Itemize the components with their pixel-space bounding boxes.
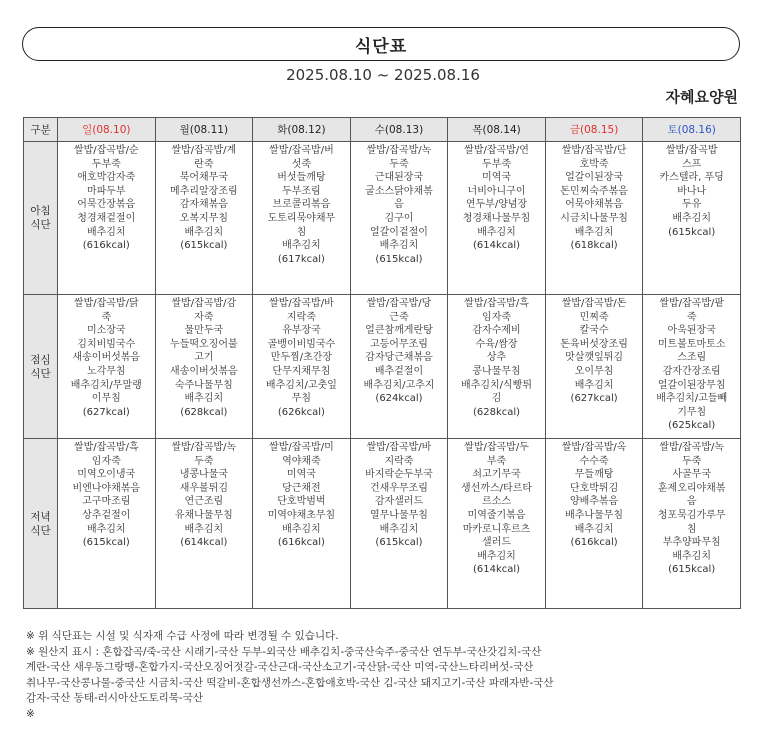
menu-item: 배추김치 bbox=[672, 550, 711, 562]
menu-item: 고등어무조림 bbox=[369, 338, 428, 350]
menu-item: 배추김치 bbox=[86, 523, 126, 535]
meal-table bbox=[23, 117, 741, 609]
menu-item: 도토리묵야채무 bbox=[267, 212, 336, 224]
menu-cell bbox=[155, 439, 253, 609]
menu-item: 생선까스/타르타 bbox=[461, 482, 533, 494]
menu-item: 고기 bbox=[194, 352, 214, 364]
menu-item: 샐러드 bbox=[482, 537, 512, 549]
menu-item: 돈민찌숙주볶음 bbox=[560, 185, 628, 197]
menu-item: 연두부/양념장 bbox=[465, 199, 528, 211]
menu-item: 자죽 bbox=[194, 311, 214, 323]
day-header-fri: 금(08.15) bbox=[545, 118, 643, 142]
menu-item: 쌀밥/잡곡밥/연 bbox=[464, 145, 529, 156]
menu-item: 쌀밥/잡곡밥/닭 bbox=[73, 298, 139, 309]
menu-item: 쌀밥/잡곡밥/바 bbox=[366, 442, 432, 453]
menu-item: 음 bbox=[394, 199, 404, 211]
menu-item: 배추김치 bbox=[574, 226, 614, 238]
menu-item: 무들깨탕 bbox=[574, 469, 614, 481]
menu-item: 이무침 bbox=[91, 393, 121, 405]
menu-item: 배추김치 bbox=[184, 393, 224, 405]
menu-item: 양배추볶음 bbox=[569, 496, 619, 508]
menu-item: 당근채전 bbox=[282, 482, 321, 494]
menu-item: (616kcal) bbox=[277, 537, 325, 549]
menu-item: 북어채무국 bbox=[179, 172, 228, 184]
menu-item: (614kcal) bbox=[472, 240, 521, 252]
menu-item: 란죽 bbox=[194, 158, 214, 170]
facility-name: 자혜요양원 bbox=[665, 88, 738, 106]
meal-row-lunch bbox=[24, 295, 741, 439]
menu-cell bbox=[448, 142, 546, 295]
menu-item: 유부장국 bbox=[282, 325, 321, 337]
menu-item: 배추김치 bbox=[379, 523, 419, 535]
day-header-sun: 일(08.10) bbox=[58, 118, 156, 142]
menu-item: 감자당근채볶음 bbox=[365, 352, 433, 364]
day-header-wed: 수(08.13) bbox=[350, 118, 448, 142]
meal-label-text: 아침 bbox=[30, 205, 51, 217]
menu-item: (625kcal) bbox=[668, 420, 716, 432]
menu-cell bbox=[545, 295, 643, 439]
corner-label: 구분 bbox=[24, 118, 58, 142]
meal-label-text: 식단 bbox=[30, 524, 51, 537]
menu-item: 배추김치 bbox=[574, 379, 614, 391]
menu-item: (626kcal) bbox=[277, 406, 325, 418]
meal-label-text: 저녁 bbox=[30, 510, 51, 523]
menu-item: 상추겉절이 bbox=[82, 509, 131, 521]
menu-cell bbox=[643, 295, 741, 439]
day-header-thu: 목(08.14) bbox=[448, 118, 546, 142]
menu-item: 애호박감자죽 bbox=[77, 172, 136, 184]
menu-item: 배추김치/고춧잎 bbox=[265, 379, 337, 391]
note-line: 취나무-국산콩나물-중국산 시금치-국산 떡갈비-혼합생선까스-혼합애호박-국산 김-국산 돼지고기-국산 파래자반-국산 bbox=[26, 676, 554, 689]
menu-item: 두부죽 bbox=[482, 158, 512, 170]
menu-item: 배추김치 bbox=[282, 240, 321, 252]
menu-item: 냉콩나물국 bbox=[179, 469, 228, 481]
menu-item: 새송이버섯볶음 bbox=[170, 365, 238, 377]
meal-row-breakfast bbox=[24, 142, 741, 295]
menu-item: 어묵간장볶음 bbox=[77, 199, 136, 211]
menu-cell bbox=[448, 439, 546, 609]
meal-label-text: 식단 bbox=[30, 367, 51, 380]
day-header-sat: 토(08.16) bbox=[643, 118, 741, 142]
menu-item: 근죽 bbox=[389, 311, 409, 323]
menu-item: 쌀밥/잡곡밥/돈 bbox=[561, 298, 627, 309]
menu-item: 지락죽 bbox=[286, 311, 316, 323]
menu-item: 김구이 bbox=[384, 212, 414, 224]
menu-item: 쌀밥/잡곡밥/녹 bbox=[366, 145, 432, 156]
menu-cell bbox=[350, 439, 448, 609]
menu-item: 마카로니후르츠 bbox=[462, 523, 531, 535]
menu-item: 미소장국 bbox=[86, 325, 126, 337]
menu-item: 죽 bbox=[686, 311, 697, 323]
menu-item: 배추겉절이 bbox=[374, 365, 424, 377]
menu-item: 쌀밥/잡곡밥/바 bbox=[269, 298, 334, 309]
menu-item: 쌀밥/잡곡밥 bbox=[665, 145, 718, 156]
menu-item: 훈제오리야채볶 bbox=[657, 482, 726, 494]
meal-label-breakfast bbox=[24, 142, 58, 295]
menu-item: 두부조림 bbox=[282, 185, 321, 197]
menu-item: 두부죽 bbox=[91, 158, 121, 170]
menu-item: 두죽 bbox=[682, 455, 702, 467]
menu-item: 쌀밥/잡곡밥/녹 bbox=[659, 442, 725, 453]
meal-label-text: 점심 bbox=[30, 353, 51, 366]
menu-item: 부죽 bbox=[486, 455, 507, 467]
notes-section bbox=[26, 629, 746, 722]
menu-item: 단호박튀김 bbox=[569, 482, 619, 494]
menu-item: 민찌죽 bbox=[579, 311, 609, 323]
menu-item: 굴소스닭야채볶 bbox=[365, 185, 433, 197]
menu-cell bbox=[58, 142, 156, 295]
menu-item: 상추 bbox=[486, 352, 507, 364]
menu-item: 건새우무조림 bbox=[369, 482, 428, 494]
menu-item: 메추리알장조림 bbox=[170, 185, 238, 197]
menu-item: 누들떡오징어불 bbox=[170, 338, 238, 350]
menu-cell bbox=[253, 295, 351, 439]
menu-item: 얼갈이된장무침 bbox=[657, 379, 726, 391]
menu-item: (615kcal) bbox=[180, 240, 228, 252]
menu-item: 마파두부 bbox=[86, 185, 126, 197]
menu-item: 감자수제비 bbox=[472, 325, 521, 337]
menu-item: 수육/쌈장 bbox=[475, 338, 518, 350]
meal-label-lunch bbox=[24, 295, 58, 439]
menu-item: 배추김치 bbox=[672, 212, 711, 224]
menu-item: 미역오이냉국 bbox=[77, 469, 136, 481]
note-line: ※ 위 식단표는 시설 및 식자재 수급 사정에 따라 변경될 수 있습니다. bbox=[26, 630, 339, 642]
menu-item: (618kcal) bbox=[570, 240, 618, 252]
menu-item: 브로콜리볶음 bbox=[272, 199, 331, 211]
menu-item: 배추나물무침 bbox=[565, 509, 624, 521]
menu-item: (628kcal) bbox=[180, 406, 228, 418]
menu-item: (627kcal) bbox=[570, 393, 618, 405]
menu-item: (624kcal) bbox=[375, 393, 423, 405]
menu-item: 배추김치/고들빼 bbox=[656, 393, 728, 405]
menu-item: 쌀밥/잡곡밥/팥 bbox=[659, 298, 725, 309]
menu-item: 기무침 bbox=[677, 406, 707, 418]
menu-item: 바지락순두부국 bbox=[365, 469, 433, 481]
menu-item: 어묵야채볶음 bbox=[565, 199, 624, 211]
menu-item: 콩나물무침 bbox=[472, 365, 521, 377]
menu-item: 만두찜/초간장 bbox=[270, 352, 333, 364]
note-line: 계란-국산 새우동그랑땡-혼합가지-국산오징어젓갈-국산근대-국산소고기-국산닭-국산 미역-국산느타리버섯-국산 bbox=[26, 661, 534, 673]
menu-item: 칼국수 bbox=[579, 325, 609, 337]
menu-item: 버섯들깨탕 bbox=[277, 172, 326, 184]
menu-item: 얼갈이된장국 bbox=[565, 172, 624, 184]
menu-item: 김치비빔국수 bbox=[77, 338, 136, 350]
menu-cell bbox=[155, 295, 253, 439]
menu-item: 숙주나물무침 bbox=[174, 379, 233, 391]
menu-item: 청경채겉절이 bbox=[77, 212, 136, 224]
menu-item: 쌀밥/잡곡밥/순 bbox=[73, 145, 139, 156]
menu-item: 유채나물무침 bbox=[174, 509, 233, 521]
menu-item: (616kcal) bbox=[570, 537, 618, 549]
menu-item: 카스텔라, 푸딩 bbox=[659, 172, 724, 184]
menu-item: 청경채나물무침 bbox=[462, 212, 531, 224]
menu-item: 호박죽 bbox=[579, 158, 609, 170]
menu-item: 아욱된장국 bbox=[667, 325, 716, 337]
menu-item: 감자채볶음 bbox=[179, 199, 228, 211]
menu-item: 두유 bbox=[682, 199, 702, 211]
menu-item: 지락죽 bbox=[384, 455, 414, 467]
menu-item: 배추김치 bbox=[574, 523, 614, 535]
note-line: ※ bbox=[26, 707, 35, 720]
meal-label-text: 식단 bbox=[30, 219, 51, 231]
menu-item: 침 bbox=[686, 523, 697, 535]
menu-item: 쌀밥/잡곡밥/흑 bbox=[464, 298, 529, 309]
menu-item: 사골무국 bbox=[672, 469, 711, 481]
note-line: 감자-국산 동태-러시아산도토리묵-국산 bbox=[26, 692, 203, 704]
menu-item: 감자간장조림 bbox=[662, 365, 721, 377]
day-header-tue: 화(08.12) bbox=[253, 118, 351, 142]
menu-item: 배추김치 bbox=[282, 523, 321, 535]
menu-item: 노각무침 bbox=[86, 365, 126, 377]
menu-item: 고구마조림 bbox=[82, 496, 131, 508]
menu-item: 골뱅이비빔국수 bbox=[267, 338, 336, 350]
menu-item: 쌀밥/잡곡밥/녹 bbox=[171, 442, 237, 453]
menu-item: (615kcal) bbox=[375, 253, 423, 265]
menu-item: 두죽 bbox=[194, 455, 214, 467]
menu-cell bbox=[545, 142, 643, 295]
menu-item: 미역국 bbox=[286, 469, 316, 481]
menu-item: 배추김치/고추지 bbox=[363, 379, 435, 391]
menu-item: 쌀밥/잡곡밥/당 bbox=[366, 298, 432, 309]
menu-item: 배추김치 bbox=[184, 523, 224, 535]
menu-item: (617kcal) bbox=[277, 253, 325, 265]
menu-cell bbox=[448, 295, 546, 439]
menu-cell bbox=[350, 295, 448, 439]
menu-item: (615kcal) bbox=[375, 537, 423, 549]
menu-item: 역야채죽 bbox=[282, 455, 321, 467]
menu-item: 임자죽 bbox=[482, 311, 512, 323]
menu-item: 쌀밥/잡곡밥/옥 bbox=[561, 442, 627, 453]
menu-item: 배추김치 bbox=[86, 226, 126, 238]
menu-item: 배추김치 bbox=[477, 226, 516, 238]
meal-row-dinner bbox=[24, 439, 741, 609]
menu-item: 부추양파무침 bbox=[662, 537, 721, 549]
menu-item: 스조림 bbox=[677, 352, 707, 364]
menu-item: 배추김치 bbox=[477, 550, 516, 562]
menu-item: 미역국 bbox=[482, 172, 512, 184]
menu-item: 돈육버섯장조림 bbox=[560, 338, 628, 350]
menu-item: 배추김치/식빵튀 bbox=[461, 379, 533, 391]
menu-item: 쌀밥/잡곡밥/두 bbox=[464, 442, 529, 453]
menu-item: (627kcal) bbox=[82, 406, 130, 418]
day-header-mon: 월(08.11) bbox=[155, 118, 253, 142]
menu-item: 수수죽 bbox=[579, 455, 609, 467]
menu-item: 물만두국 bbox=[184, 325, 224, 337]
menu-cell bbox=[643, 142, 741, 295]
menu-item: 미트볼토마토소 bbox=[657, 338, 726, 350]
menu-item: 너비아니구이 bbox=[467, 185, 526, 197]
menu-item: (615kcal) bbox=[668, 564, 716, 576]
menu-item: (615kcal) bbox=[82, 537, 130, 549]
menu-cell bbox=[253, 439, 351, 609]
menu-item: 미역야채초무침 bbox=[267, 509, 336, 521]
menu-item: (616kcal) bbox=[82, 240, 130, 252]
page-title: 식단표 bbox=[354, 36, 408, 57]
menu-cell bbox=[253, 142, 351, 295]
menu-cell bbox=[643, 439, 741, 609]
menu-item: 배추김치/무말랭 bbox=[70, 379, 142, 391]
menu-cell bbox=[545, 439, 643, 609]
menu-item: 음 bbox=[686, 496, 697, 508]
menu-item: 감자샐러드 bbox=[374, 496, 424, 508]
menu-item: (614kcal) bbox=[472, 564, 521, 576]
menu-item: 단무지채무침 bbox=[272, 365, 331, 377]
menu-item: 스프 bbox=[682, 158, 702, 170]
menu-item: 쌀밥/잡곡밥/버 bbox=[269, 145, 334, 156]
title-banner bbox=[22, 27, 740, 61]
menu-item: 오이무침 bbox=[574, 365, 614, 377]
menu-item: 르소스 bbox=[482, 496, 512, 508]
menu-item: 무침 bbox=[291, 393, 312, 405]
menu-cell bbox=[155, 142, 253, 295]
menu-item: 청포묵김가루무 bbox=[657, 509, 726, 521]
menu-item: (628kcal) bbox=[472, 406, 521, 418]
note-line: ※ 원산지 표시 : 혼합잡곡/죽-국산 시래기-국산 두부-외국산 배추김치-중국산숙주-중국산 연두부-국산갓김치-국산 bbox=[26, 645, 542, 658]
menu-item: 두죽 bbox=[389, 158, 409, 170]
date-range: 2025.08.10 ~ 2025.08.16 bbox=[286, 66, 480, 84]
menu-item: 오복지무침 bbox=[179, 212, 228, 224]
menu-item: 얼큰참깨게란탕 bbox=[365, 325, 433, 337]
menu-cell bbox=[58, 439, 156, 609]
menu-item: 임자죽 bbox=[91, 455, 121, 467]
menu-item: 배추김치 bbox=[379, 240, 419, 252]
menu-item: 김 bbox=[491, 393, 502, 405]
menu-item: 쌀밥/잡곡밥/감 bbox=[171, 298, 237, 309]
menu-item: 열무나물무침 bbox=[369, 509, 428, 521]
meal-label-dinner bbox=[24, 439, 58, 609]
menu-item: 새송이버섯볶음 bbox=[72, 352, 141, 364]
menu-item: 섯죽 bbox=[291, 158, 312, 170]
menu-item: 바나나 bbox=[677, 185, 707, 197]
menu-item: 연근조림 bbox=[184, 496, 224, 508]
menu-item: 쌀밥/잡곡밥/단 bbox=[561, 145, 627, 156]
menu-item: (614kcal) bbox=[180, 537, 228, 549]
menu-item: 시금치나물무침 bbox=[560, 212, 628, 224]
menu-item: 쌀밥/잡곡밥/계 bbox=[171, 145, 237, 156]
menu-item: 배추김치 bbox=[184, 226, 224, 238]
header-row bbox=[24, 118, 741, 142]
menu-item: 침 bbox=[296, 226, 307, 238]
menu-cell bbox=[350, 142, 448, 295]
menu-item: 단호박범벅 bbox=[277, 496, 326, 508]
menu-item: 비엔나야채볶음 bbox=[72, 482, 141, 494]
menu-item: 근대된장국 bbox=[374, 172, 424, 184]
menu-item: 쌀밥/잡곡밥/미 bbox=[269, 442, 334, 453]
menu-item: (615kcal) bbox=[668, 226, 716, 238]
menu-item: 새우볼튀김 bbox=[179, 482, 228, 494]
menu-item: 얼갈이겉절이 bbox=[369, 226, 428, 238]
menu-cell bbox=[58, 295, 156, 439]
menu-item: 미역줄기볶음 bbox=[467, 509, 526, 521]
menu-item: 쇠고기무국 bbox=[472, 469, 521, 481]
menu-item: 맛살깻잎튀김 bbox=[565, 352, 624, 364]
menu-item: 죽 bbox=[101, 311, 112, 323]
menu-item: 쌀밥/잡곡밥/흑 bbox=[73, 442, 139, 453]
